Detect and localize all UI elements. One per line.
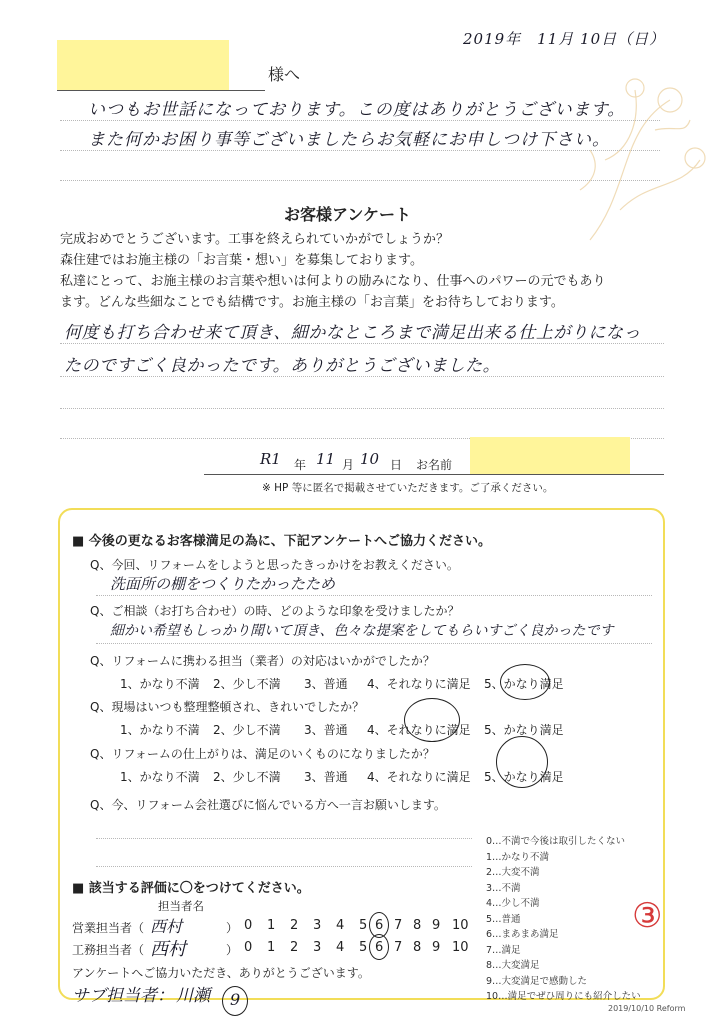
q3-option-5[interactable]: 5、かなり満足 — [484, 677, 564, 691]
legend-item: 7…満足 — [486, 944, 521, 956]
works-score-4[interactable]: 4 — [336, 940, 345, 955]
name-redaction-sign — [470, 437, 630, 475]
q5-option-3[interactable]: 3、普通 — [304, 770, 348, 784]
thanks-text: アンケートへご協力いただき、ありがとうございます。 — [72, 966, 370, 980]
dotted-rule — [60, 408, 664, 409]
q5-option-5[interactable]: 5、かなり満足 — [484, 770, 564, 784]
dotted-rule — [96, 838, 472, 839]
legend-item: 3…不満 — [486, 882, 521, 894]
sign-name-label: お名前 — [416, 458, 453, 472]
dotted-rule — [60, 343, 664, 344]
dotted-rule — [60, 120, 660, 121]
q4-selected-circle — [404, 698, 460, 742]
works-staff-label: 工務担当者（ — [72, 943, 145, 957]
staff-name-header: 担当者名 — [158, 899, 204, 913]
question-6: Q、今、リフォーム会社選びに悩んでいる方へ一言お願いします。 — [90, 798, 446, 812]
questionnaire-heading: ■ 今後の更なるお客様満足の為に、下記アンケートへご協力ください。 — [72, 534, 492, 549]
dotted-rule — [96, 866, 472, 867]
dotted-rule — [96, 643, 652, 644]
works-score-5[interactable]: 5 — [359, 940, 368, 955]
sign-month: 11 — [316, 450, 336, 468]
dotted-rule — [60, 180, 660, 181]
answer-1: 洗面所の棚をつくりたかったため — [110, 575, 336, 593]
works-score-3[interactable]: 3 — [313, 940, 322, 955]
works-score-1[interactable]: 1 — [267, 940, 276, 955]
floral-decoration-icon — [560, 40, 710, 270]
sales-score-10[interactable]: 10 — [452, 918, 469, 933]
q4-option-2[interactable]: 2、少し不満 — [213, 723, 281, 737]
sign-year-unit: 年 — [294, 458, 307, 472]
sign-month-unit: 月 — [342, 458, 355, 472]
works-score-7[interactable]: 7 — [394, 940, 403, 955]
q3-option-1[interactable]: 1、かなり不満 — [120, 677, 200, 691]
legend-item: 2…大変不満 — [486, 867, 540, 878]
dotted-rule — [96, 595, 652, 596]
sales-score-4[interactable]: 4 — [336, 918, 345, 933]
works-score-10[interactable]: 10 — [452, 940, 469, 955]
legend-item: 6…まあまあ満足 — [486, 929, 559, 940]
sub-staff-label: サブ担当者： — [72, 986, 174, 1006]
sub-staff-name: 川瀬 — [176, 986, 210, 1006]
q4-option-1[interactable]: 1、かなり不満 — [120, 723, 200, 737]
q3-option-4[interactable]: 4、それなりに満足 — [367, 677, 471, 691]
q5-option-1[interactable]: 1、かなり不満 — [120, 770, 200, 784]
sales-score-0[interactable]: 0 — [244, 918, 253, 933]
anonymous-note: ※ HP 等に匿名で掲載させていただきます。ご了承ください。 — [262, 482, 554, 494]
q5-option-2[interactable]: 2、少し不満 — [213, 770, 281, 784]
sign-day: 10 — [360, 450, 380, 468]
greeting-line-2: また何かお困り事等ございましたらお気軽にお申しつけ下さい。 — [88, 130, 610, 150]
addressee-underline — [57, 90, 265, 91]
q3-selected-circle — [500, 664, 550, 700]
works-score-0[interactable]: 0 — [244, 940, 253, 955]
legend-item: 0…不満で今後は取引したくない — [486, 836, 626, 847]
question-1: Q、今回、リフォームをしようと思ったきっかけをお教えください。 — [90, 558, 459, 572]
survey-intro-3: 私達にとって、お施主様のお言葉や想いは何よりの励みになり、仕事へのパワーの元でもあり — [60, 274, 606, 289]
works-selected-circle — [369, 934, 389, 960]
survey-title: お客様アンケート — [284, 205, 412, 224]
survey-intro-4: ます。どんな些細なことでも結構です。お施主様の「お言葉」をお待ちしております。 — [60, 295, 564, 310]
works-staff-name: 西村 — [150, 939, 186, 960]
sales-score-6[interactable]: 6 — [375, 918, 384, 933]
survey-intro-1: 完成おめでとうございます。工事を終えられていかがでしょうか？ — [60, 232, 449, 247]
question-4: Q、現場はいつも整理整頓され、きれいでしたか？ — [90, 700, 365, 714]
survey-intro-2: 森住建ではお施主様の「お言葉・想い」を募集しております。 — [60, 253, 423, 268]
q5-option-4[interactable]: 4、それなりに満足 — [367, 770, 471, 784]
greeting-line-1: いつもお世話になっております。この度はありがとうございます。 — [88, 100, 626, 120]
sign-day-unit: 日 — [390, 458, 403, 472]
question-3: Q、リフォームに携わる担当（業者）の対応はいかがでしたか？ — [90, 654, 435, 668]
form-code: 2019/10/10 Reform — [608, 1004, 686, 1013]
legend-item: 5…普通 — [486, 913, 521, 925]
sub-score: 9 — [230, 990, 241, 1009]
sign-year: R1 — [260, 450, 281, 468]
sales-score-9[interactable]: 9 — [432, 918, 441, 933]
red-mark: ③ — [632, 896, 663, 936]
sales-score-5[interactable]: 5 — [359, 918, 368, 933]
works-close-paren: ） — [226, 943, 239, 957]
sales-staff-name: 西村 — [150, 917, 183, 936]
comment-line-2: たのですごく良かったです。ありがとうございました。 — [64, 356, 501, 376]
question-2: Q、ご相談（お打ち合わせ）の時、どのような印象を受けましたか？ — [90, 604, 460, 618]
signature-underline — [204, 474, 664, 475]
q4-option-5[interactable]: 5、かなり満足 — [484, 723, 564, 737]
comment-line-1: 何度も打ち合わせ来て頂き、細かなところまで満足出来る仕上がりになっ — [64, 323, 641, 343]
sales-score-3[interactable]: 3 — [313, 918, 322, 933]
q4-option-4[interactable]: 4、それなりに満足 — [367, 723, 471, 737]
q3-option-3[interactable]: 3、普通 — [304, 677, 348, 691]
dotted-rule — [60, 150, 660, 151]
sales-staff-label: 営業担当者（ — [72, 921, 145, 935]
sales-score-8[interactable]: 8 — [413, 918, 422, 933]
works-score-6[interactable]: 6 — [375, 940, 384, 955]
works-score-9[interactable]: 9 — [432, 940, 441, 955]
q3-option-2[interactable]: 2、少し不満 — [213, 677, 281, 691]
q4-option-3[interactable]: 3、普通 — [304, 723, 348, 737]
answer-2: 細かい希望もしっかり聞いて頂き、色々な提案をしてもらいすごく良かったです — [110, 623, 614, 639]
works-score-2[interactable]: 2 — [290, 940, 299, 955]
dotted-rule — [60, 376, 664, 377]
rating-legend — [486, 834, 641, 1005]
name-redaction-top — [57, 40, 229, 90]
q5-selected-circle — [496, 736, 548, 788]
customer-suffix: 様へ — [268, 65, 301, 84]
handwritten-date: 2019年 11月 10日（日） — [463, 30, 666, 48]
sales-score-2[interactable]: 2 — [290, 918, 299, 933]
legend-item: 8…大変満足 — [486, 960, 540, 971]
sales-close-paren: ） — [226, 921, 239, 935]
legend-item: 10…満足でぜひ周りにも紹介したい — [486, 991, 641, 1002]
legend-item: 4…少し不満 — [486, 898, 540, 909]
legend-item: 9…大変満足で感動した — [486, 975, 588, 987]
evaluation-heading: ■ 該当する評価に〇をつけてください。 — [72, 881, 310, 896]
legend-item: 1…かなり不満 — [486, 851, 550, 863]
works-score-8[interactable]: 8 — [413, 940, 422, 955]
question-5: Q、リフォームの仕上がりは、満足のいくものになりましたか？ — [90, 747, 435, 761]
sales-score-7[interactable]: 7 — [394, 918, 403, 933]
sales-score-1[interactable]: 1 — [267, 918, 276, 933]
